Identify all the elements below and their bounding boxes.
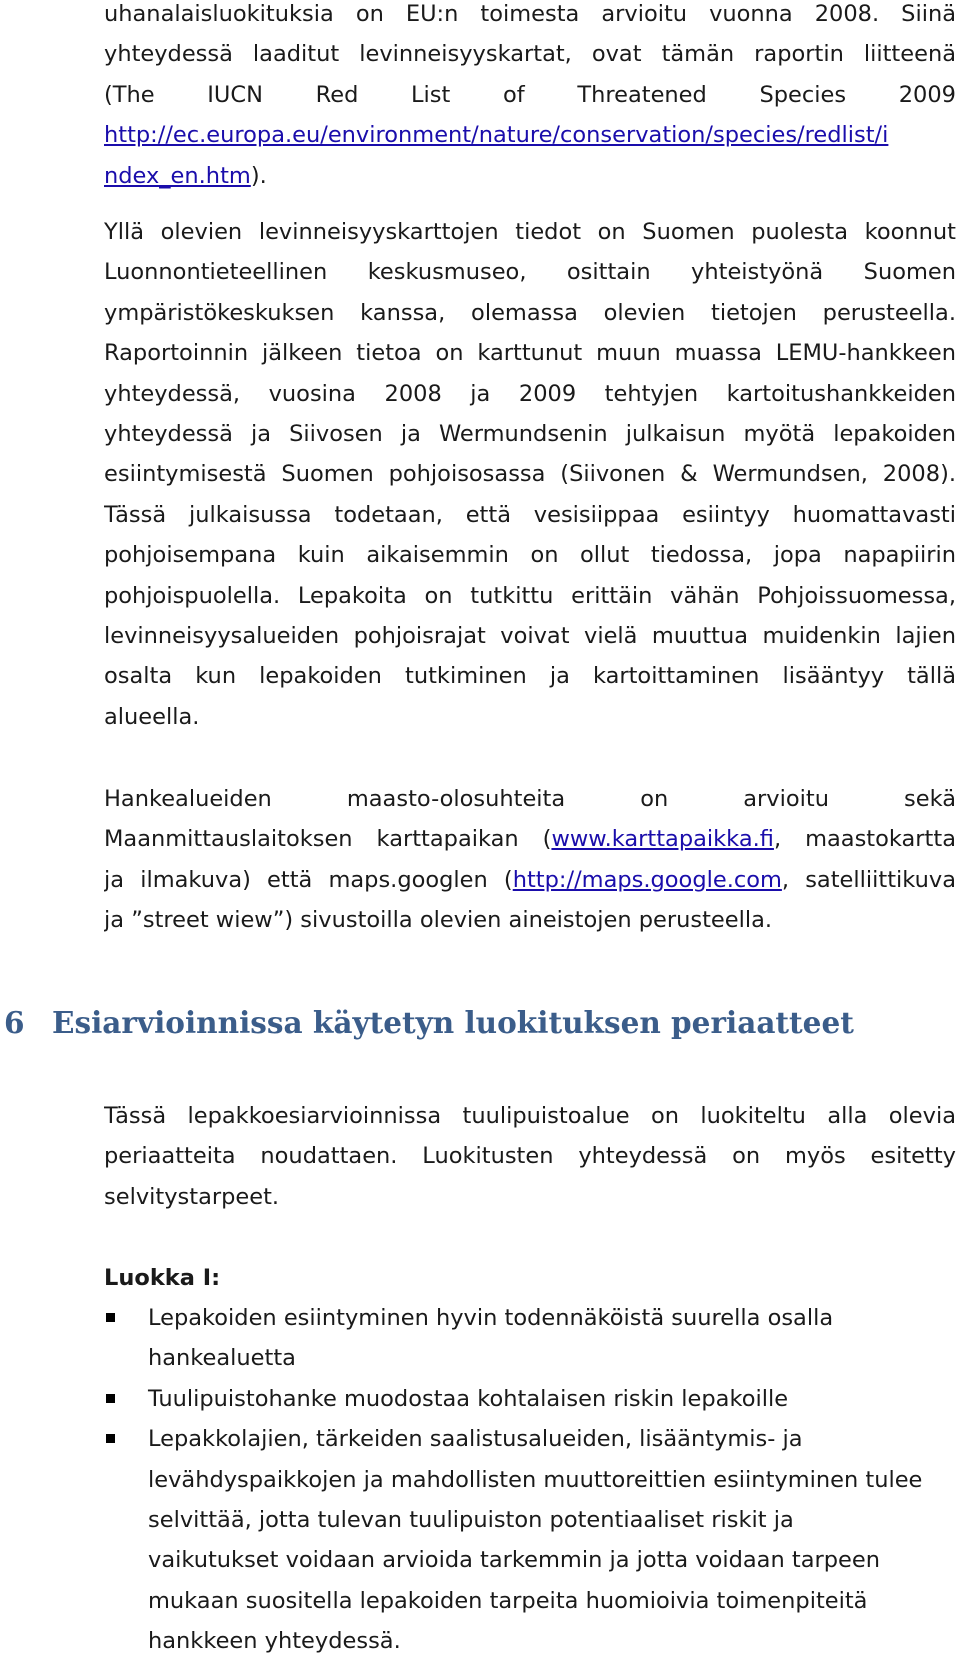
paragraph-terrain: [104, 779, 956, 941]
bullet-line: selvittää, jotta tulevan tuulipuiston potentiaaliset riskit ja: [148, 1506, 794, 1533]
text-line: osalta kun lepakoiden tutkiminen ja kartoittaminen lisääntyy tällä: [104, 663, 956, 690]
square-bullet-icon: [106, 1394, 115, 1403]
redlist-link-continued[interactable]: ndex_en.htm: [104, 162, 251, 189]
text-line: yhteydessä, vuosina 2008 ja 2009 tehtyjen kartoitushankkeiden: [104, 380, 956, 407]
criteria-list: [104, 1298, 956, 1662]
paragraph-iucn: [104, 0, 956, 196]
text-line: Luonnontieteellinen keskusmuseo, osittain yhteistyönä Suomen: [104, 259, 956, 286]
text-line: Yllä olevien levinneisyyskarttojen tiedot on Suomen puolesta koonnut: [104, 219, 956, 245]
list-item: [104, 1379, 956, 1419]
square-bullet-icon: [106, 1434, 115, 1443]
list-item: [104, 1419, 956, 1661]
square-bullet-icon: [106, 1313, 115, 1322]
section-number: 6: [4, 1005, 25, 1040]
paragraph-classification-intro: [104, 1096, 956, 1217]
bullet-line: Lepakoiden esiintyminen hyvin todennäköistä suurella osalla: [148, 1305, 834, 1331]
text-line: alueella.: [104, 703, 200, 730]
text-line: yhteydessä ja Siivosen ja Wermundsenin julkaisun myötä lepakoiden: [104, 420, 956, 447]
list-item: [104, 1298, 956, 1379]
text-line: Tässä lepakkoesiarvioinnissa tuulipuistoalue on luokiteltu alla olevia: [104, 1103, 956, 1129]
text-line: (The IUCN Red List of Threatened Species 2009: [104, 81, 956, 108]
bullet-line: levähdyspaikkojen ja mahdollisten muuttoreittien esiintyminen tulee: [148, 1466, 923, 1493]
text-line: Tässä julkaisussa todetaan, että vesisiippaa esiintyy huomattavasti: [104, 501, 956, 528]
paragraph-distribution: [104, 212, 956, 737]
text-line: periaatteita noudattaen. Luokitusten yhteydessä on myös esitetty: [104, 1143, 956, 1170]
bullet-line: hankealuetta: [148, 1345, 296, 1372]
text-line: ndex_en.htm).: [104, 162, 267, 189]
text-line: esiintymisestä Suomen pohjoisosassa (Siivonen & Wermundsen, 2008).: [104, 461, 956, 488]
bullet-line: Lepakkolajien, tärkeiden saalistusalueiden, lisääntymis- ja: [148, 1426, 803, 1453]
bullet-line: vaikutukset voidaan arvioida tarkemmin ja jotta voidaan tarpeen: [148, 1547, 880, 1574]
text-line: levinneisyysalueiden pohjoisrajat voivat vielä muuttua muidenkin lajien: [104, 622, 956, 649]
text-line: pohjoisempana kuin aikaisemmin on ollut tiedossa, jopa napapiirin: [104, 542, 956, 569]
text-line: uhanalaisluokituksia on EU:n toimesta arvioitu vuonna 2008. Siinä: [104, 1, 956, 27]
text-line: yhteydessä laaditut levinneisyyskartat, ovat tämän raportin liitteenä: [104, 41, 956, 68]
section-title: Esiarvioinnissa käytetyn luokituksen periaatteet: [52, 1005, 854, 1040]
text-line: ympäristökeskuksen kanssa, olemassa olevien tietojen perusteella.: [104, 299, 956, 326]
text-line: Raportoinnin jälkeen tietoa on karttunut muun muassa LEMU-hankkeen: [104, 340, 956, 367]
redlist-link[interactable]: http://ec.europa.eu/environment/nature/conservation/species/redlist/i: [104, 122, 889, 149]
section-heading: [4, 998, 854, 1048]
google-maps-link[interactable]: http://maps.google.com: [512, 866, 782, 893]
text-line: Maanmittauslaitoksen karttapaikan (www.karttapaikka.fi, maastokartta: [104, 826, 956, 853]
text-line: Hankealueiden maasto-olosuhteita on arvioitu sekä: [104, 786, 956, 812]
class-title: Luokka I:: [104, 1265, 221, 1291]
bullet-line: mukaan suositella lepakoiden tarpeita huomioivia toimenpiteitä: [148, 1587, 868, 1614]
karttapaikka-link[interactable]: www.karttapaikka.fi: [551, 826, 774, 853]
text-line: selvitystarpeet.: [104, 1183, 280, 1210]
text-line: [104, 115, 956, 155]
bullet-line: Tuulipuistohanke muodostaa kohtalaisen riskin lepakoille: [148, 1385, 789, 1412]
text-line: ja ilmakuva) että maps.googlen (http://maps.google.com, satelliittikuva: [104, 866, 956, 893]
text-line: pohjoispuolella. Lepakoita on tutkittu erittäin vähän Pohjoissuomessa,: [104, 582, 956, 609]
bullet-line: hankkeen yhteydessä.: [148, 1628, 401, 1655]
text-line: ja ”street wiew”) sivustoilla olevien aineistojen perusteella.: [104, 907, 773, 934]
